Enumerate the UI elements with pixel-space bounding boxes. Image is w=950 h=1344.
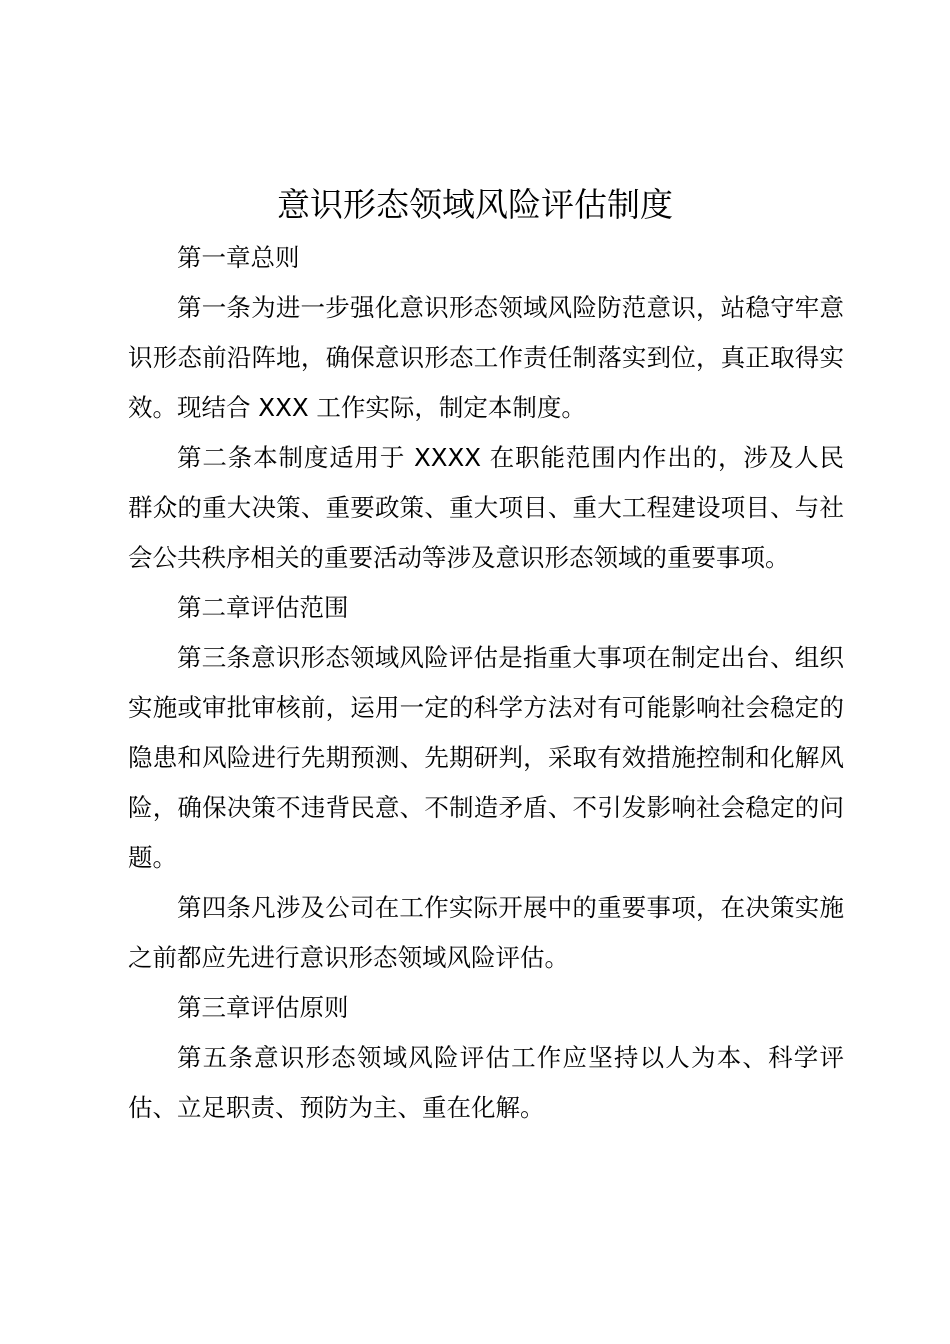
document-title: 意识形态领域风险评估制度 — [277, 185, 673, 224]
chapter-2-heading: 第二章评估范围 — [177, 593, 349, 622]
document-body — [128, 233, 844, 1133]
article-2-paragraph: 第二条本制度适用于 XXXX 在职能范围内作出的，涉及人民群众的重大决策、重要政策、重大项目、重大工程建设项目、与社会公共秩序相关的重要活动等涉及意识形态领域的重要事项。 — [128, 443, 844, 572]
chapter-1-heading: 第一章总则 — [177, 243, 300, 272]
article-3-paragraph: 第三条意识形态领域风险评估是指重大事项在制定出台、组织实施或审批审核前，运用一定的科学方法对有可能影响社会稳定的隐患和风险进行先期预测、先期研判，采取有效措施控制和化解风险，确保决策不违背民意、不制造矛盾、不引发影响社会稳定的问题。 — [128, 643, 844, 872]
article-1-paragraph: 第一条为进一步强化意识形态领域风险防范意识，站稳守牢意识形态前沿阵地，确保意识形态工作责任制落实到位，真正取得实效。现结合 XXX 工作实际，制定本制度。 — [128, 293, 844, 422]
article-5-paragraph: 第五条意识形态领域风险评估工作应坚持以人为本、科学评估、立足职责、预防为主、重在化解。 — [128, 1043, 844, 1122]
article-4-paragraph: 第四条凡涉及公司在工作实际开展中的重要事项，在决策实施之前都应先进行意识形态领域风险评估。 — [128, 893, 844, 972]
chapter-3-heading: 第三章评估原则 — [177, 993, 349, 1022]
